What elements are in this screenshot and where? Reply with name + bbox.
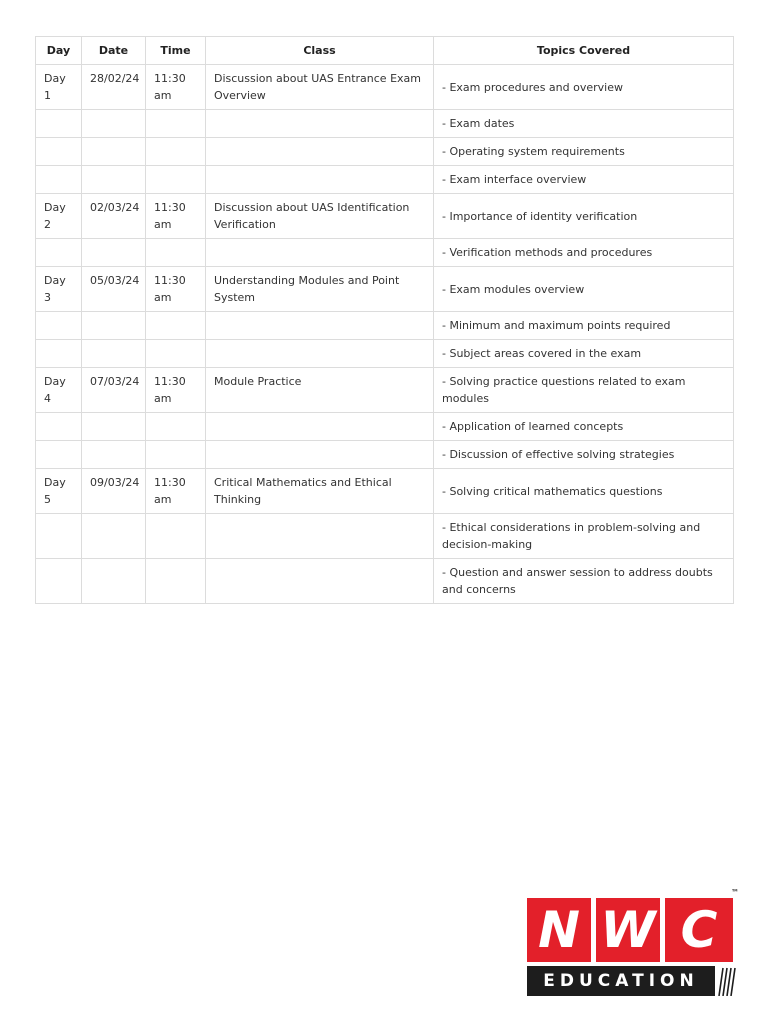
cell-class: Critical Mathematics and Ethical Thinking (206, 469, 434, 514)
cell-topic: - Discussion of effective solving strategies (434, 441, 734, 469)
logo-letter-n: N (527, 898, 591, 962)
nwc-education-logo (527, 888, 739, 1002)
cell-date (82, 239, 146, 267)
cell-time: 11:30 am (146, 267, 206, 312)
header-time: Time (146, 37, 206, 65)
cell-class (206, 138, 434, 166)
cell-day (36, 110, 82, 138)
table-row (36, 267, 734, 312)
table-row (36, 469, 734, 514)
logo-stripes-icon (716, 966, 736, 996)
cell-topic: - Operating system requirements (434, 138, 734, 166)
cell-class (206, 413, 434, 441)
cell-day (36, 441, 82, 469)
cell-topic: - Exam dates (434, 110, 734, 138)
cell-class (206, 239, 434, 267)
table-row (36, 441, 734, 469)
cell-time (146, 514, 206, 559)
table-row (36, 65, 734, 110)
cell-day (36, 413, 82, 441)
header-date: Date (82, 37, 146, 65)
cell-class: Discussion about UAS Identification Verification (206, 194, 434, 239)
trademark-symbol: ™ (731, 888, 739, 897)
cell-date (82, 166, 146, 194)
cell-day (36, 138, 82, 166)
table-header-row (36, 37, 734, 65)
table-row (36, 194, 734, 239)
cell-class (206, 441, 434, 469)
table-row (36, 559, 734, 604)
cell-topic: - Importance of identity verification (434, 194, 734, 239)
cell-class (206, 166, 434, 194)
cell-topic: - Application of learned concepts (434, 413, 734, 441)
logo-letter-c: C (665, 898, 733, 962)
table-row (36, 413, 734, 441)
cell-class (206, 340, 434, 368)
cell-time: 11:30 am (146, 194, 206, 239)
table-row (36, 138, 734, 166)
cell-topic: - Exam modules overview (434, 267, 734, 312)
cell-time (146, 441, 206, 469)
cell-class (206, 514, 434, 559)
cell-topic: - Solving critical mathematics questions (434, 469, 734, 514)
cell-topic: - Exam interface overview (434, 166, 734, 194)
cell-date: 05/03/24 (82, 267, 146, 312)
cell-date (82, 340, 146, 368)
cell-topic: - Ethical considerations in problem-solving and decision-making (434, 514, 734, 559)
header-day: Day (36, 37, 82, 65)
cell-class (206, 312, 434, 340)
cell-class (206, 110, 434, 138)
cell-time: 11:30 am (146, 469, 206, 514)
cell-topic: - Exam procedures and overview (434, 65, 734, 110)
cell-class: Understanding Modules and Point System (206, 267, 434, 312)
cell-time (146, 340, 206, 368)
cell-day (36, 340, 82, 368)
cell-date: 07/03/24 (82, 368, 146, 413)
cell-date (82, 138, 146, 166)
cell-topic: - Minimum and maximum points required (434, 312, 734, 340)
table-row (36, 239, 734, 267)
cell-time (146, 166, 206, 194)
cell-day (36, 559, 82, 604)
cell-day: Day 1 (36, 65, 82, 110)
cell-topic: - Question and answer session to address doubts and concerns (434, 559, 734, 604)
cell-date (82, 110, 146, 138)
cell-time: 11:30 am (146, 368, 206, 413)
table-body (36, 65, 734, 604)
logo-subtitle: EDUCATION (527, 966, 715, 996)
cell-class: Module Practice (206, 368, 434, 413)
cell-time (146, 239, 206, 267)
cell-class: Discussion about UAS Entrance Exam Overview (206, 65, 434, 110)
cell-day (36, 166, 82, 194)
cell-topic: - Verification methods and procedures (434, 239, 734, 267)
cell-time: 11:30 am (146, 65, 206, 110)
cell-date (82, 413, 146, 441)
cell-class (206, 559, 434, 604)
cell-date (82, 312, 146, 340)
cell-day: Day 5 (36, 469, 82, 514)
cell-day: Day 4 (36, 368, 82, 413)
cell-day: Day 2 (36, 194, 82, 239)
cell-date (82, 514, 146, 559)
cell-date (82, 441, 146, 469)
cell-topic: - Subject areas covered in the exam (434, 340, 734, 368)
cell-day (36, 312, 82, 340)
cell-time (146, 559, 206, 604)
table-row (36, 312, 734, 340)
table-row (36, 166, 734, 194)
cell-topic: - Solving practice questions related to exam modules (434, 368, 734, 413)
cell-time (146, 138, 206, 166)
cell-date: 28/02/24 (82, 65, 146, 110)
table-row (36, 340, 734, 368)
cell-time (146, 413, 206, 441)
table-row (36, 110, 734, 138)
header-class: Class (206, 37, 434, 65)
cell-time (146, 110, 206, 138)
table-row (36, 514, 734, 559)
cell-date (82, 559, 146, 604)
cell-day (36, 514, 82, 559)
cell-time (146, 312, 206, 340)
logo-letter-w: W (596, 898, 660, 962)
cell-day: Day 3 (36, 267, 82, 312)
cell-date: 02/03/24 (82, 194, 146, 239)
schedule-table (35, 36, 734, 604)
table-row (36, 368, 734, 413)
cell-day (36, 239, 82, 267)
header-topics: Topics Covered (434, 37, 734, 65)
cell-date: 09/03/24 (82, 469, 146, 514)
